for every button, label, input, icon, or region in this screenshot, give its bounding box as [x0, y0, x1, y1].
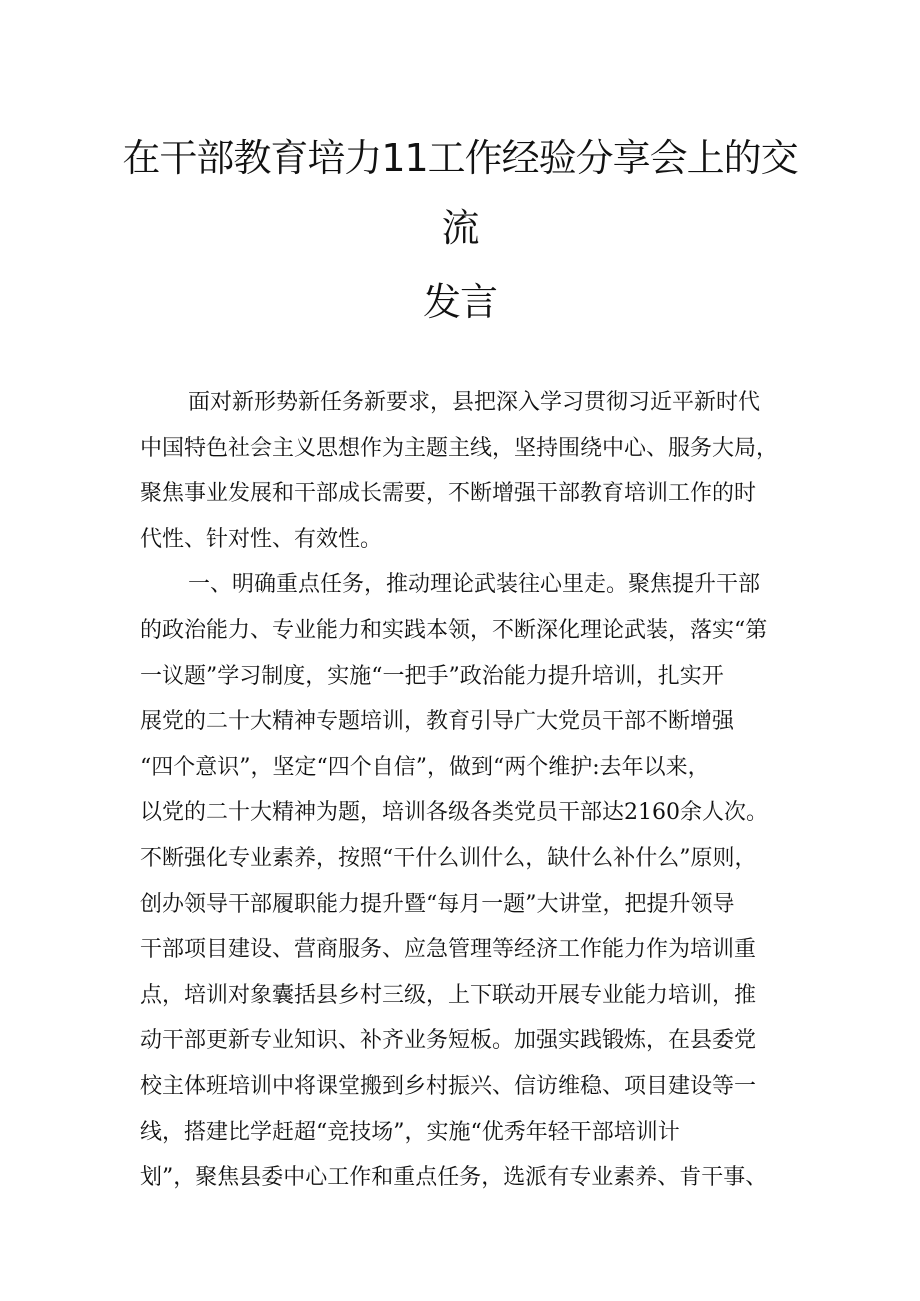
document-title-line-2: 流	[441, 206, 479, 250]
body-line: 线，搭建比学赶超“竞技场”，实施“优秀年轻干部培训计	[140, 1119, 680, 1145]
body-line: 点，培训对象囊括县乡村三级，上下联动开展专业能力培训，推	[140, 982, 757, 1008]
body-line: 动干部更新专业知识、补齐业务短板。加强实践锻炼，在县委党	[140, 1028, 757, 1054]
body-line: 校主体班培训中将课堂搬到乡村振兴、信访维稳、项目建设等一	[140, 1073, 757, 1099]
document-title-line-1: 在干部教育培力11工作经验分享会上的交	[122, 136, 798, 180]
body-line: 代性、针对性、有效性。	[140, 526, 383, 552]
document-title-line-3: 发言	[422, 280, 497, 324]
body-line: “四个意识”，坚定“四个自信”，做到“两个维护:去年以来，	[140, 754, 710, 780]
body-line: 一议题”学习制度，实施“一把手”政治能力提升培训，扎实开	[140, 663, 724, 689]
document-body	[140, 380, 790, 1201]
body-line: 聚焦事业发展和干部成长需要，不断增强干部教育培训工作的时	[140, 481, 757, 507]
body-line: 中国特色社会主义思想作为主题主线，坚持围绕中心、服务大局，	[140, 435, 779, 461]
body-line: 面对新形势新任务新要求，县把深入学习贯彻习近平新时代	[188, 390, 761, 415]
body-line: 以党的二十大精神为题，培训各级各类党员干部达2160余人次。	[140, 800, 768, 826]
body-line: 的政治能力、专业能力和实践本领，不断深化理论武装，落实“第	[140, 617, 768, 643]
body-line: 干部项目建设、营商服务、应急管理等经济工作能力作为培训重	[140, 937, 757, 963]
body-line: 划”，聚焦县委中心工作和重点任务，选派有专业素养、肯干事、	[140, 1165, 768, 1191]
body-line: 创办领导干部履职能力提升暨“每月一题”大讲堂，把提升领导	[140, 891, 735, 917]
body-line: 一、明确重点任务，推动理论武装往心里走。聚焦提升干部	[188, 572, 761, 598]
body-line: 展党的二十大精神专题培训，教育引导广大党员干部不断增强	[140, 709, 735, 735]
body-line: 不断强化专业素养，按照“干什么训什么，缺什么补什么”原则，	[140, 845, 757, 871]
